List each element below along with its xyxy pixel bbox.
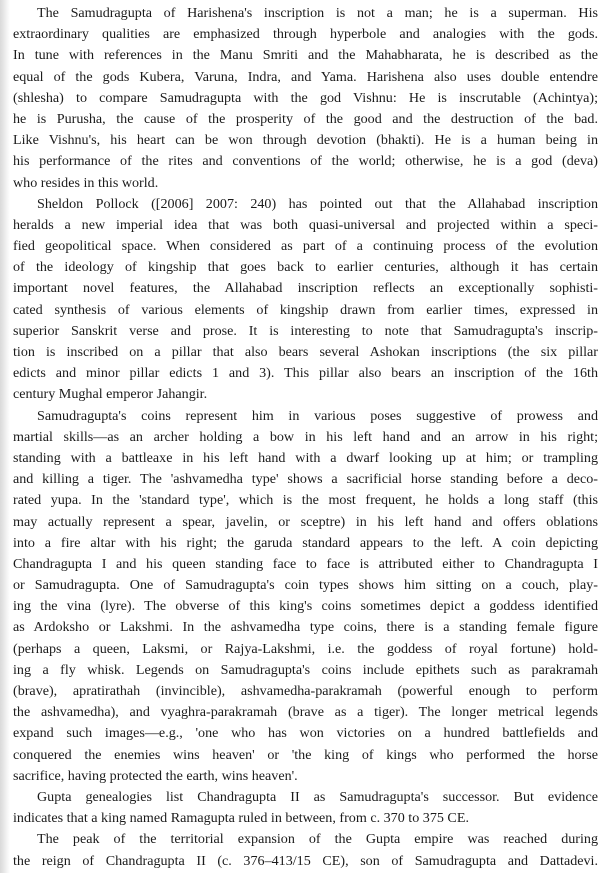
text-line: Chandragupta I and his queen standing face to face is attributed either to Chandragupta I: [13, 555, 598, 572]
text-line: his performance of the rites and conventions of the world; otherwise, he is a god (deva): [13, 153, 598, 170]
text-line: of the ideology of kingship that goes back to earlier centuries, although it has certain: [13, 259, 598, 276]
text-line: Like Vishnu's, his heart can be won through devotion (bhakti). He is a human being in: [13, 132, 598, 149]
text-line: indicates that a king named Ramagupta ruled in between, from c. 370 to 375 CE.: [13, 810, 469, 827]
text-line: the reign of Chandragupta II (c. 376–413/15 CE), son of Samudragupta and Dattadevi.: [13, 852, 598, 869]
text-line: and killing a tiger. The 'ashvamedha type' shows a sacrificial horse standing before a deco-: [13, 471, 598, 488]
text-line: who resides in this world.: [13, 174, 159, 191]
text-line: equal of the gods Kubera, Varuna, Indra, and Yama. Harishena also uses double entendre: [13, 68, 598, 85]
text-line: fied geopolitical space. When considered as part of a continuing process of the evolution: [13, 238, 598, 255]
text-line: In tune with references in the Manu Smriti and the Mahabharata, he is described as the: [13, 47, 598, 64]
text-line: ing a fly whisk. Legends on Samudragupta's coins include epithets such as parakramah: [13, 661, 598, 678]
text-line: The peak of the territorial expansion of the Gupta empire was reached during: [37, 831, 598, 848]
paragraph-3: [13, 406, 598, 787]
text-line: Sheldon Pollock ([2006] 2007: 240) has pointed out that the Allahabad inscription: [37, 195, 598, 212]
text-line: cated synthesis of various elements of kingship drawn from earlier times, expressed in: [13, 301, 598, 318]
document-page: [13, 3, 598, 872]
text-line: as Ardoksho or Lakshmi. In the ashvamedha type coins, there is a standing female figure: [13, 619, 598, 636]
text-line: expand such images—e.g., 'one who has won victories on a hundred battlefields and: [13, 725, 598, 742]
page-gutter-shadow: [0, 0, 10, 873]
text-line: he is Purusha, the cause of the prosperity of the good and the destruction of the bad.: [13, 110, 598, 127]
paragraph-1: [13, 3, 598, 194]
text-line: (brave), apratirathah (invincible), ashvamedha-parakramah (powerful enough to perform: [13, 683, 598, 699]
text-line: Gupta genealogies list Chandragupta II as Samudragupta's successor. But evidence: [37, 788, 598, 805]
paragraph-4: [13, 787, 598, 829]
text-line: conquered the enemies wins heaven' or 'the king of kings who performed the horse: [13, 746, 598, 763]
text-line: superior Sanskrit verse and prose. It is interesting to note that Samudragupta's inscrip-: [13, 322, 598, 339]
text-line: into a fire altar with his right; the garuda standard appears to the left. A coin depicting: [13, 534, 598, 551]
text-line: ing the vina (lyre). The obverse of this king's coins sometimes depict a goddess identified: [13, 598, 598, 615]
text-line: century Mughal emperor Jahangir.: [13, 386, 208, 403]
text-line: or Samudragupta. One of Samudragupta's coin types shows him sitting on a couch, play-: [13, 577, 598, 594]
text-line: The Samudragupta of Harishena's inscription is not a man; he is a superman. His: [37, 5, 598, 21]
text-line: (perhaps a queen, Laksmi, or Rajya-Lakshmi, i.e. the goddess of royal fortune) hold-: [13, 640, 598, 657]
paragraph-5: [13, 829, 598, 871]
text-line: heralds a new imperial idea that was both quasi-universal and projected within a speci-: [13, 216, 598, 233]
text-line: important novel features, the Allahabad inscription reflects an exceptionally sophisti-: [13, 280, 598, 297]
paragraph-2: [13, 194, 598, 406]
text-line: (shlesha) to compare Samudragupta with the god Vishnu: He is inscrutable (Achintya);: [13, 89, 598, 106]
text-line: sacrifice, having protected the earth, wins heaven'.: [13, 767, 298, 784]
text-line: martial skills—as an archer holding a bow in his left hand and an arrow in his right;: [13, 428, 598, 445]
text-line: extraordinary qualities are emphasized through hyperbole and analogies with the gods.: [13, 26, 598, 43]
text-line: standing with a battleaxe in his left hand with a dwarf looking up at him; or trampling: [13, 449, 598, 466]
text-line: rated yupa. In the 'standard type', which is the most frequent, he holds a long staff (this: [13, 492, 598, 509]
text-line: Samudragupta's coins represent him in various poses suggestive of prowess and: [37, 407, 598, 424]
text-line: may actually represent a spear, javelin, or sceptre) in his left hand and offers oblations: [13, 513, 598, 530]
text-line: tion is inscribed on a pillar that also bears several Ashokan inscriptions (the six pillar: [13, 344, 598, 360]
text-line: edicts and minor pillar edicts 1 and 3). This pillar also bears an inscription of the 16th: [13, 365, 598, 382]
text-line: the ashvamedha), and vyaghra-parakramah (brave as a tiger). The longer metrical legends: [13, 704, 598, 721]
